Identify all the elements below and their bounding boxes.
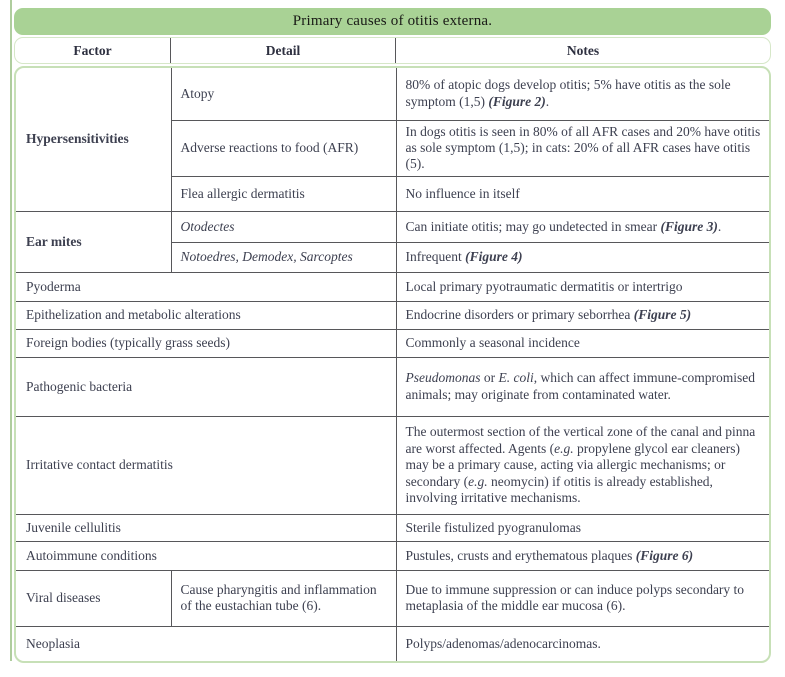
- note-cell-afr: In dogs otitis is seen in 80% of all AFR cases and 20% have otitis as sole symptom (1,5); in cats: 20% of all AFR cases have otitis (5).: [396, 120, 769, 176]
- detail-cell-flea: Flea allergic dermatitis: [171, 176, 396, 211]
- detail-cell-atopy: Atopy: [171, 68, 396, 120]
- table-row: [16, 357, 769, 416]
- detail-cell-viral-diseases: Cause pharyngitis and inflammation of the eustachian tube (6).: [171, 570, 396, 626]
- table-row: [16, 514, 769, 541]
- table-title: Primary causes of otitis externa.: [292, 13, 493, 29]
- factor-cell-hypersensitivities: Hypersensitivities: [16, 68, 171, 211]
- note-cell-viral-diseases: Due to immune suppression or can induce polyps secondary to metaplasia of the middle ear mucosa (6).: [396, 570, 769, 626]
- factor-cell-pyoderma: Pyoderma: [16, 272, 396, 301]
- factor-cell-viral-diseases: Viral diseases: [16, 570, 171, 626]
- note-cell-atopy: 80% of atopic dogs develop otitis; 5% have otitis as the sole symptom (1,5) (Figure 2).: [396, 68, 769, 120]
- detail-cell-otodectes: Otodectes: [171, 211, 396, 242]
- detail-cell-afr: Adverse reactions to food (AFR): [171, 120, 396, 176]
- table-header-row: [14, 37, 771, 64]
- factor-cell-epithelization: Epithelization and metabolic alterations: [16, 301, 396, 329]
- left-margin-rule: [10, 0, 12, 661]
- factor-cell-pathogenic-bacteria: Pathogenic bacteria: [16, 357, 396, 416]
- note-cell-notoedres: Infrequent (Figure 4): [396, 242, 769, 272]
- table-row: [16, 68, 769, 120]
- factor-cell-irritative-dermatitis: Irritative contact dermatitis: [16, 416, 396, 514]
- detail-cell-notoedres: Notoedres, Demodex, Sarcoptes: [171, 242, 396, 272]
- note-cell-foreign-bodies: Commonly a seasonal incidence: [396, 329, 769, 357]
- factor-cell-autoimmune: Autoimmune conditions: [16, 541, 396, 570]
- causes-table: [16, 68, 769, 661]
- table-row: [16, 541, 769, 570]
- note-cell-juvenile-cellulitis: Sterile fistulized pyogranulomas: [396, 514, 769, 541]
- factor-cell-foreign-bodies: Foreign bodies (typically grass seeds): [16, 329, 396, 357]
- column-header-factor: Factor: [73, 42, 112, 58]
- table-body: [14, 66, 771, 663]
- column-header-notes: Notes: [395, 38, 770, 63]
- note-cell-autoimmune: Pustules, crusts and erythematous plaques (Figure 6): [396, 541, 769, 570]
- factor-cell-juvenile-cellulitis: Juvenile cellulitis: [16, 514, 396, 541]
- note-cell-neoplasia: Polyps/adenomas/adenocarcinomas.: [396, 626, 769, 661]
- table-row: [16, 272, 769, 301]
- factor-cell-ear-mites: Ear mites: [16, 211, 171, 272]
- factor-cell-neoplasia: Neoplasia: [16, 626, 396, 661]
- column-header-detail: Detail: [170, 38, 395, 63]
- table-container: [14, 8, 771, 663]
- table-row: [16, 416, 769, 514]
- note-cell-pyoderma: Local primary pyotraumatic dermatitis or intertrigo: [396, 272, 769, 301]
- table-row: [16, 301, 769, 329]
- table-row: [16, 626, 769, 661]
- table-row: [16, 570, 769, 626]
- table-title-bar: [14, 8, 771, 35]
- note-cell-pathogenic-bacteria: Pseudomonas or E. coli, which can affect immune-compromised animals; may originate from contaminated water.: [396, 357, 769, 416]
- note-cell-epithelization: Endocrine disorders or primary seborrhea (Figure 5): [396, 301, 769, 329]
- table-row: [16, 211, 769, 242]
- note-cell-otodectes: Can initiate otitis; may go undetected in smear (Figure 3).: [396, 211, 769, 242]
- note-cell-irritative-dermatitis: The outermost section of the vertical zone of the canal and pinna are worst affected. Agents (e.g. propylene glycol ear cleaners) may be a primary cause, acting via allergic mechanisms; or secondary (e.g. neomycin) if otitis is already established, involving irritative mechanisms.: [396, 416, 769, 514]
- note-cell-flea: No influence in itself: [396, 176, 769, 211]
- table-row: [16, 329, 769, 357]
